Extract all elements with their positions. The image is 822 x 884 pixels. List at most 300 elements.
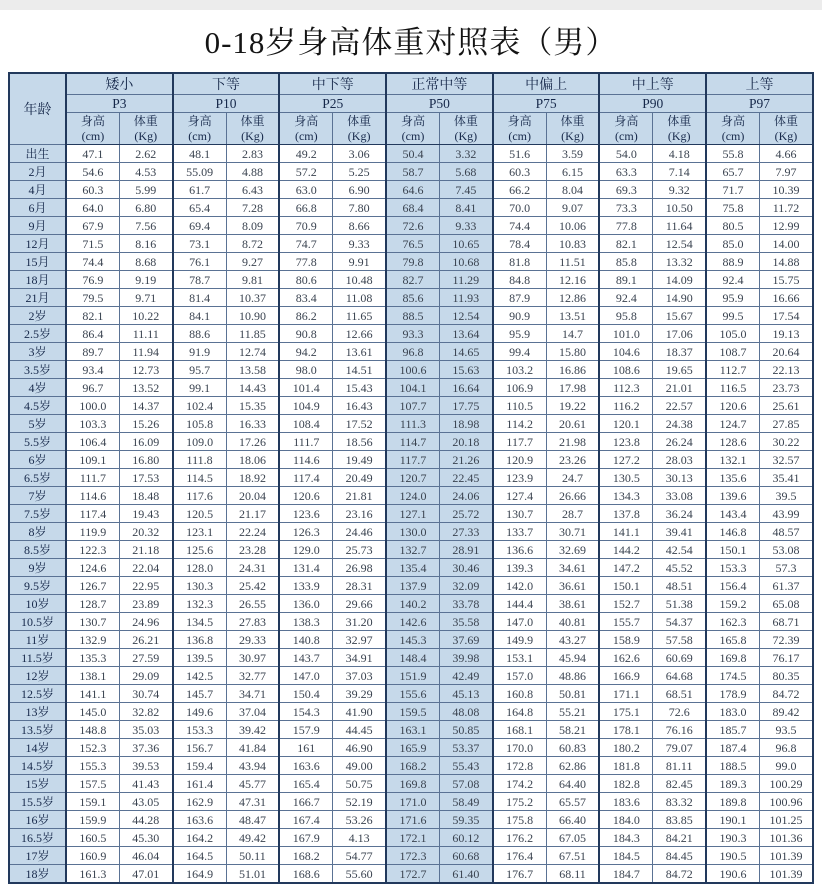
age-cell: 11.5岁 xyxy=(9,649,66,667)
cell-p10-weight: 47.31 xyxy=(226,793,279,811)
age-cell: 4.5岁 xyxy=(9,397,66,415)
cell-p3-weight: 8.68 xyxy=(119,253,172,271)
cell-p25-weight: 34.91 xyxy=(333,649,386,667)
cell-p10-weight: 16.33 xyxy=(226,415,279,433)
cell-p25-height: 129.0 xyxy=(279,541,332,559)
cell-p10-height: 117.6 xyxy=(173,487,226,505)
cell-p10-weight: 14.43 xyxy=(226,379,279,397)
table-row xyxy=(9,577,813,595)
cell-p90-weight: 84.45 xyxy=(653,847,706,865)
cell-p3-weight: 37.36 xyxy=(119,739,172,757)
cell-p50-height: 148.4 xyxy=(386,649,439,667)
cell-p90-weight: 13.32 xyxy=(653,253,706,271)
cell-p90-height: 150.1 xyxy=(599,577,652,595)
table-row xyxy=(9,235,813,253)
cell-p3-weight: 43.05 xyxy=(119,793,172,811)
cell-p97-weight: 61.37 xyxy=(759,577,813,595)
cell-p3-weight: 39.53 xyxy=(119,757,172,775)
cell-p50-height: 137.9 xyxy=(386,577,439,595)
cell-p10-weight: 32.77 xyxy=(226,667,279,685)
cell-p10-weight: 37.04 xyxy=(226,703,279,721)
cell-p50-height: 120.7 xyxy=(386,469,439,487)
cell-p10-height: 76.1 xyxy=(173,253,226,271)
cell-p3-weight: 12.73 xyxy=(119,361,172,379)
cell-p90-weight: 84.21 xyxy=(653,829,706,847)
cell-p10-height: 120.5 xyxy=(173,505,226,523)
cell-p25-height: 163.6 xyxy=(279,757,332,775)
cell-p97-height: 128.6 xyxy=(706,433,759,451)
cell-p90-weight: 10.50 xyxy=(653,199,706,217)
cell-p50-weight: 5.68 xyxy=(439,163,492,181)
cell-p97-weight: 12.99 xyxy=(759,217,813,235)
cell-p90-height: 158.9 xyxy=(599,631,652,649)
cell-p10-height: 123.1 xyxy=(173,523,226,541)
cell-p50-height: 114.7 xyxy=(386,433,439,451)
cell-p75-weight: 30.71 xyxy=(546,523,599,541)
cell-p50-weight: 39.98 xyxy=(439,649,492,667)
cell-p25-weight: 12.66 xyxy=(333,325,386,343)
cell-p50-height: 171.6 xyxy=(386,811,439,829)
cell-p10-weight: 9.27 xyxy=(226,253,279,271)
cell-p75-height: 147.0 xyxy=(493,613,546,631)
cell-p97-height: 153.3 xyxy=(706,559,759,577)
cell-p90-height: 82.1 xyxy=(599,235,652,253)
cell-p50-weight: 15.63 xyxy=(439,361,492,379)
cell-p10-height: 111.8 xyxy=(173,451,226,469)
cell-p50-weight: 37.69 xyxy=(439,631,492,649)
cell-p10-weight: 27.83 xyxy=(226,613,279,631)
cell-p25-height: 74.7 xyxy=(279,235,332,253)
cell-p90-height: 134.3 xyxy=(599,487,652,505)
cell-p90-height: 181.8 xyxy=(599,757,652,775)
cell-p97-weight: 57.3 xyxy=(759,559,813,577)
cell-p3-weight: 13.52 xyxy=(119,379,172,397)
header-row-groups xyxy=(9,73,813,95)
table-row xyxy=(9,595,813,613)
cell-p3-height: 47.1 xyxy=(66,145,119,163)
cell-p10-weight: 18.92 xyxy=(226,469,279,487)
cell-p25-weight: 4.13 xyxy=(333,829,386,847)
cell-p50-height: 163.1 xyxy=(386,721,439,739)
cell-p97-height: 99.5 xyxy=(706,307,759,325)
weight-unit-header-p50: 体重 (Kg) xyxy=(439,113,492,145)
cell-p3-height: 86.4 xyxy=(66,325,119,343)
cell-p75-weight: 65.57 xyxy=(546,793,599,811)
cell-p90-weight: 18.37 xyxy=(653,343,706,361)
cell-p90-height: 144.2 xyxy=(599,541,652,559)
cell-p97-weight: 4.66 xyxy=(759,145,813,163)
cell-p25-weight: 11.65 xyxy=(333,307,386,325)
cell-p75-weight: 67.51 xyxy=(546,847,599,865)
cell-p75-weight: 64.40 xyxy=(546,775,599,793)
cell-p50-height: 132.7 xyxy=(386,541,439,559)
cell-p75-height: 153.1 xyxy=(493,649,546,667)
cell-p50-weight: 35.58 xyxy=(439,613,492,631)
cell-p25-weight: 52.19 xyxy=(333,793,386,811)
growth-reference-table xyxy=(8,72,814,884)
cell-p25-weight: 8.66 xyxy=(333,217,386,235)
cell-p75-height: 114.2 xyxy=(493,415,546,433)
table-row xyxy=(9,361,813,379)
cell-p10-weight: 10.90 xyxy=(226,307,279,325)
cell-p75-height: 74.4 xyxy=(493,217,546,235)
cell-p90-weight: 72.6 xyxy=(653,703,706,721)
cell-p3-height: 155.3 xyxy=(66,757,119,775)
table-row xyxy=(9,289,813,307)
cell-p90-height: 63.3 xyxy=(599,163,652,181)
age-cell: 9月 xyxy=(9,217,66,235)
cell-p25-height: 140.8 xyxy=(279,631,332,649)
cell-p90-weight: 21.01 xyxy=(653,379,706,397)
table-row xyxy=(9,433,813,451)
cell-p10-weight: 48.47 xyxy=(226,811,279,829)
cell-p75-weight: 23.26 xyxy=(546,451,599,469)
cell-p90-height: 89.1 xyxy=(599,271,652,289)
cell-p50-weight: 33.78 xyxy=(439,595,492,613)
cell-p3-height: 119.9 xyxy=(66,523,119,541)
cell-p10-height: 139.5 xyxy=(173,649,226,667)
page-title: 0-18岁身高体重对照表（男） xyxy=(204,25,618,60)
cell-p90-height: 184.3 xyxy=(599,829,652,847)
cell-p75-height: 176.7 xyxy=(493,865,546,884)
cell-p25-height: 167.4 xyxy=(279,811,332,829)
cell-p50-height: 68.4 xyxy=(386,199,439,217)
cell-p50-weight: 10.65 xyxy=(439,235,492,253)
cell-p50-weight: 22.45 xyxy=(439,469,492,487)
cell-p50-height: 117.7 xyxy=(386,451,439,469)
cell-p90-weight: 36.24 xyxy=(653,505,706,523)
cell-p97-weight: 96.8 xyxy=(759,739,813,757)
age-cell: 13岁 xyxy=(9,703,66,721)
table-row xyxy=(9,397,813,415)
cell-p97-height: 146.8 xyxy=(706,523,759,541)
cell-p75-weight: 55.21 xyxy=(546,703,599,721)
table-row xyxy=(9,271,813,289)
cell-p97-weight: 39.5 xyxy=(759,487,813,505)
cell-p75-weight: 12.16 xyxy=(546,271,599,289)
cell-p10-weight: 2.83 xyxy=(226,145,279,163)
cell-p97-weight: 11.72 xyxy=(759,199,813,217)
cell-p10-weight: 8.72 xyxy=(226,235,279,253)
cell-p25-height: 168.2 xyxy=(279,847,332,865)
cell-p25-height: 49.2 xyxy=(279,145,332,163)
cell-p75-weight: 12.86 xyxy=(546,289,599,307)
group-header-p97: 上等 xyxy=(706,73,813,95)
cell-p10-height: 88.6 xyxy=(173,325,226,343)
cell-p90-weight: 12.54 xyxy=(653,235,706,253)
cell-p50-weight: 30.46 xyxy=(439,559,492,577)
cell-p3-height: 79.5 xyxy=(66,289,119,307)
cell-p25-height: 143.7 xyxy=(279,649,332,667)
cell-p97-weight: 101.39 xyxy=(759,847,813,865)
cell-p90-height: 171.1 xyxy=(599,685,652,703)
cell-p25-weight: 13.61 xyxy=(333,343,386,361)
cell-p97-height: 156.4 xyxy=(706,577,759,595)
cell-p97-height: 135.6 xyxy=(706,469,759,487)
cell-p90-height: 127.2 xyxy=(599,451,652,469)
percentile-header-p90: P90 xyxy=(599,95,706,113)
cell-p75-height: 117.7 xyxy=(493,433,546,451)
cell-p10-height: 130.3 xyxy=(173,577,226,595)
cell-p3-weight: 15.26 xyxy=(119,415,172,433)
age-cell: 16.5岁 xyxy=(9,829,66,847)
age-cell: 出生 xyxy=(9,145,66,163)
cell-p3-height: 76.9 xyxy=(66,271,119,289)
cell-p75-height: 168.1 xyxy=(493,721,546,739)
cell-p97-weight: 16.66 xyxy=(759,289,813,307)
cell-p75-weight: 32.69 xyxy=(546,541,599,559)
cell-p25-height: 166.7 xyxy=(279,793,332,811)
cell-p10-height: 125.6 xyxy=(173,541,226,559)
cell-p25-weight: 32.97 xyxy=(333,631,386,649)
cell-p3-height: 71.5 xyxy=(66,235,119,253)
cell-p97-height: 150.1 xyxy=(706,541,759,559)
cell-p75-height: 127.4 xyxy=(493,487,546,505)
cell-p97-weight: 93.5 xyxy=(759,721,813,739)
cell-p10-weight: 41.84 xyxy=(226,739,279,757)
cell-p75-height: 176.2 xyxy=(493,829,546,847)
cell-p75-height: 130.7 xyxy=(493,505,546,523)
percentile-header-p97: P97 xyxy=(706,95,813,113)
cell-p25-weight: 9.91 xyxy=(333,253,386,271)
cell-p10-height: 162.9 xyxy=(173,793,226,811)
cell-p75-height: 123.9 xyxy=(493,469,546,487)
cell-p90-height: 184.7 xyxy=(599,865,652,884)
cell-p50-weight: 32.09 xyxy=(439,577,492,595)
cell-p3-weight: 8.16 xyxy=(119,235,172,253)
cell-p10-weight: 50.11 xyxy=(226,847,279,865)
cell-p10-weight: 30.97 xyxy=(226,649,279,667)
cell-p10-weight: 18.06 xyxy=(226,451,279,469)
cell-p90-height: 77.8 xyxy=(599,217,652,235)
cell-p25-weight: 55.60 xyxy=(333,865,386,884)
cell-p25-weight: 23.16 xyxy=(333,505,386,523)
cell-p10-weight: 25.42 xyxy=(226,577,279,595)
cell-p10-height: 145.7 xyxy=(173,685,226,703)
cell-p90-height: 162.6 xyxy=(599,649,652,667)
cell-p97-weight: 23.73 xyxy=(759,379,813,397)
cell-p25-height: 80.6 xyxy=(279,271,332,289)
cell-p10-weight: 9.81 xyxy=(226,271,279,289)
cell-p97-height: 120.6 xyxy=(706,397,759,415)
cell-p50-weight: 28.91 xyxy=(439,541,492,559)
cell-p75-height: 120.9 xyxy=(493,451,546,469)
cell-p25-weight: 19.49 xyxy=(333,451,386,469)
table-row xyxy=(9,415,813,433)
cell-p50-weight: 14.65 xyxy=(439,343,492,361)
cell-p90-height: 180.2 xyxy=(599,739,652,757)
cell-p50-weight: 24.06 xyxy=(439,487,492,505)
cell-p25-weight: 3.06 xyxy=(333,145,386,163)
cell-p50-height: 82.7 xyxy=(386,271,439,289)
cell-p25-weight: 10.48 xyxy=(333,271,386,289)
cell-p3-weight: 47.01 xyxy=(119,865,172,884)
cell-p3-height: 124.6 xyxy=(66,559,119,577)
cell-p90-height: 101.0 xyxy=(599,325,652,343)
cell-p97-weight: 100.29 xyxy=(759,775,813,793)
cell-p97-height: 88.9 xyxy=(706,253,759,271)
cell-p10-height: 164.9 xyxy=(173,865,226,884)
cell-p97-weight: 32.57 xyxy=(759,451,813,469)
cell-p25-weight: 46.90 xyxy=(333,739,386,757)
cell-p50-height: 168.2 xyxy=(386,757,439,775)
cell-p97-weight: 76.17 xyxy=(759,649,813,667)
table-row xyxy=(9,865,813,884)
cell-p75-weight: 38.61 xyxy=(546,595,599,613)
cell-p90-weight: 9.32 xyxy=(653,181,706,199)
cell-p90-weight: 48.51 xyxy=(653,577,706,595)
cell-p90-weight: 11.64 xyxy=(653,217,706,235)
cell-p3-weight: 32.82 xyxy=(119,703,172,721)
cell-p97-height: 169.8 xyxy=(706,649,759,667)
cell-p90-weight: 15.67 xyxy=(653,307,706,325)
cell-p10-height: 109.0 xyxy=(173,433,226,451)
cell-p90-weight: 26.24 xyxy=(653,433,706,451)
table-row xyxy=(9,523,813,541)
cell-p75-weight: 26.66 xyxy=(546,487,599,505)
cell-p25-weight: 31.20 xyxy=(333,613,386,631)
cell-p97-weight: 84.72 xyxy=(759,685,813,703)
cell-p75-height: 51.6 xyxy=(493,145,546,163)
cell-p90-weight: 79.07 xyxy=(653,739,706,757)
cell-p97-weight: 99.0 xyxy=(759,757,813,775)
cell-p50-height: 58.7 xyxy=(386,163,439,181)
age-cell: 6.5岁 xyxy=(9,469,66,487)
cell-p75-height: 87.9 xyxy=(493,289,546,307)
age-cell: 21月 xyxy=(9,289,66,307)
cell-p90-height: 69.3 xyxy=(599,181,652,199)
cell-p10-weight: 11.85 xyxy=(226,325,279,343)
cell-p3-height: 159.1 xyxy=(66,793,119,811)
age-cell: 11岁 xyxy=(9,631,66,649)
cell-p10-weight: 26.55 xyxy=(226,595,279,613)
cell-p75-height: 176.4 xyxy=(493,847,546,865)
percentile-header-p25: P25 xyxy=(279,95,386,113)
page-top-strip xyxy=(0,0,822,10)
cell-p50-height: 145.3 xyxy=(386,631,439,649)
cell-p25-height: 136.0 xyxy=(279,595,332,613)
cell-p25-height: 104.9 xyxy=(279,397,332,415)
cell-p10-height: 84.1 xyxy=(173,307,226,325)
cell-p10-weight: 51.01 xyxy=(226,865,279,884)
age-cell: 7岁 xyxy=(9,487,66,505)
cell-p50-weight: 20.18 xyxy=(439,433,492,451)
cell-p50-weight: 3.32 xyxy=(439,145,492,163)
age-cell: 12月 xyxy=(9,235,66,253)
cell-p90-height: 95.8 xyxy=(599,307,652,325)
cell-p50-height: 85.6 xyxy=(386,289,439,307)
cell-p3-weight: 24.96 xyxy=(119,613,172,631)
cell-p3-weight: 11.11 xyxy=(119,325,172,343)
cell-p3-weight: 19.43 xyxy=(119,505,172,523)
table-row xyxy=(9,721,813,739)
cell-p97-weight: 20.64 xyxy=(759,343,813,361)
cell-p50-weight: 60.68 xyxy=(439,847,492,865)
table-row xyxy=(9,199,813,217)
cell-p75-weight: 58.21 xyxy=(546,721,599,739)
cell-p90-height: 147.2 xyxy=(599,559,652,577)
group-header-p10: 下等 xyxy=(173,73,280,95)
cell-p97-height: 190.1 xyxy=(706,811,759,829)
table-row xyxy=(9,307,813,325)
percentile-header-p10: P10 xyxy=(173,95,280,113)
cell-p90-weight: 83.32 xyxy=(653,793,706,811)
cell-p25-height: 108.4 xyxy=(279,415,332,433)
cell-p50-height: 127.1 xyxy=(386,505,439,523)
cell-p75-height: 149.9 xyxy=(493,631,546,649)
cell-p90-weight: 76.16 xyxy=(653,721,706,739)
cell-p75-weight: 10.06 xyxy=(546,217,599,235)
cell-p3-height: 141.1 xyxy=(66,685,119,703)
cell-p25-height: 154.3 xyxy=(279,703,332,721)
cell-p10-height: 78.7 xyxy=(173,271,226,289)
cell-p3-weight: 22.04 xyxy=(119,559,172,577)
cell-p97-height: 165.8 xyxy=(706,631,759,649)
cell-p50-height: 64.6 xyxy=(386,181,439,199)
weight-unit-header-p97: 体重 (Kg) xyxy=(759,113,813,145)
cell-p25-height: 83.4 xyxy=(279,289,332,307)
cell-p97-weight: 22.13 xyxy=(759,361,813,379)
cell-p10-weight: 24.31 xyxy=(226,559,279,577)
cell-p10-weight: 10.37 xyxy=(226,289,279,307)
cell-p50-height: 171.0 xyxy=(386,793,439,811)
cell-p25-weight: 50.75 xyxy=(333,775,386,793)
height-unit-header-p75: 身高 (cm) xyxy=(493,113,546,145)
cell-p97-weight: 48.57 xyxy=(759,523,813,541)
cell-p97-weight: 80.35 xyxy=(759,667,813,685)
cell-p25-height: 126.3 xyxy=(279,523,332,541)
cell-p25-weight: 26.98 xyxy=(333,559,386,577)
cell-p97-height: 75.8 xyxy=(706,199,759,217)
table-row xyxy=(9,847,813,865)
cell-p50-height: 124.0 xyxy=(386,487,439,505)
cell-p75-weight: 36.61 xyxy=(546,577,599,595)
cell-p90-weight: 68.51 xyxy=(653,685,706,703)
cell-p3-height: 157.5 xyxy=(66,775,119,793)
cell-p3-height: 82.1 xyxy=(66,307,119,325)
cell-p90-weight: 7.14 xyxy=(653,163,706,181)
cell-p3-weight: 6.80 xyxy=(119,199,172,217)
age-cell: 2岁 xyxy=(9,307,66,325)
cell-p97-height: 95.9 xyxy=(706,289,759,307)
table-row xyxy=(9,379,813,397)
cell-p75-height: 160.8 xyxy=(493,685,546,703)
cell-p50-height: 107.7 xyxy=(386,397,439,415)
cell-p75-height: 81.8 xyxy=(493,253,546,271)
cell-p90-height: 141.1 xyxy=(599,523,652,541)
cell-p3-height: 152.3 xyxy=(66,739,119,757)
age-cell: 9.5岁 xyxy=(9,577,66,595)
age-cell: 6月 xyxy=(9,199,66,217)
cell-p90-height: 155.7 xyxy=(599,613,652,631)
cell-p90-height: 184.5 xyxy=(599,847,652,865)
cell-p75-height: 175.8 xyxy=(493,811,546,829)
cell-p50-height: 72.6 xyxy=(386,217,439,235)
cell-p75-height: 60.3 xyxy=(493,163,546,181)
cell-p25-height: 131.4 xyxy=(279,559,332,577)
age-cell: 2月 xyxy=(9,163,66,181)
cell-p25-height: 57.2 xyxy=(279,163,332,181)
cell-p25-weight: 28.31 xyxy=(333,577,386,595)
cell-p90-height: 152.7 xyxy=(599,595,652,613)
cell-p50-weight: 50.85 xyxy=(439,721,492,739)
cell-p90-weight: 60.69 xyxy=(653,649,706,667)
cell-p97-height: 189.3 xyxy=(706,775,759,793)
cell-p3-weight: 14.37 xyxy=(119,397,172,415)
age-cell: 13.5岁 xyxy=(9,721,66,739)
cell-p10-height: 161.4 xyxy=(173,775,226,793)
cell-p75-weight: 24.7 xyxy=(546,469,599,487)
